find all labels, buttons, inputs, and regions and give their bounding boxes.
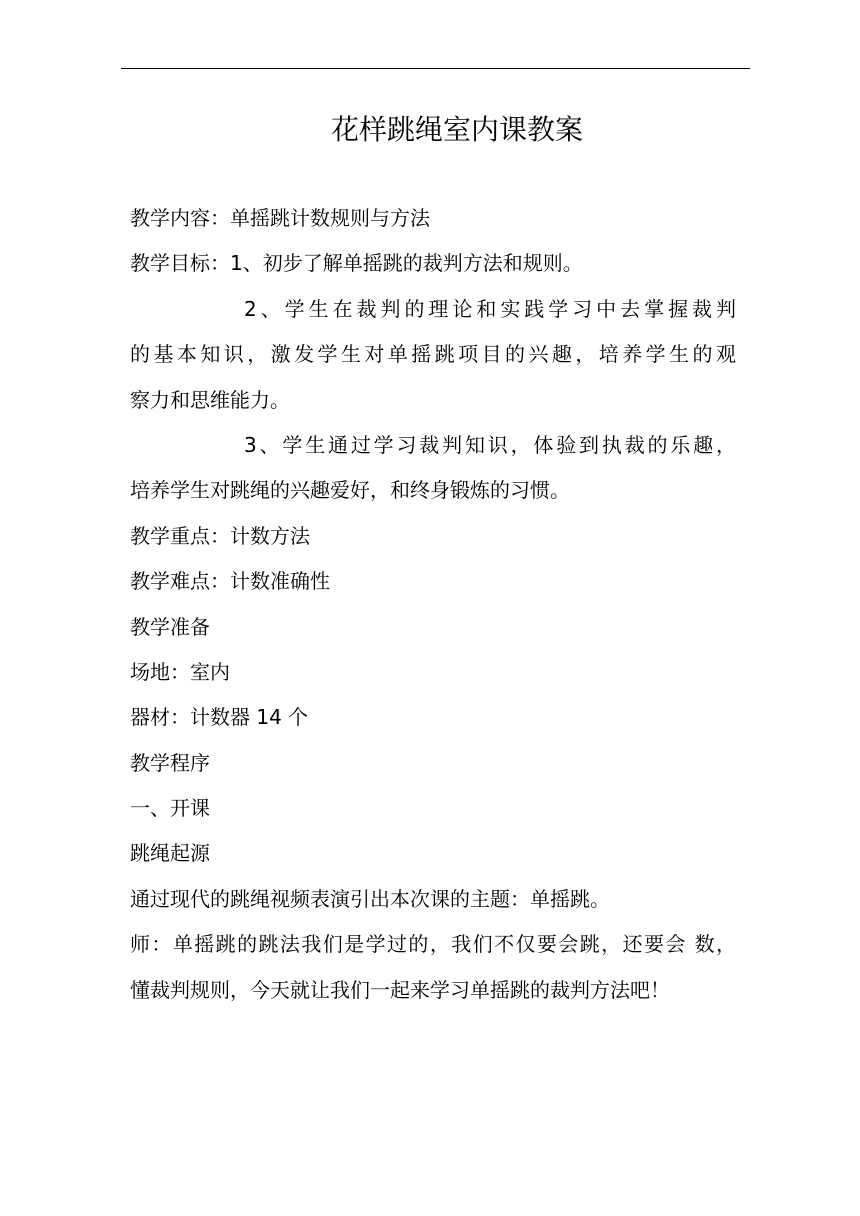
goal-2-line-1: 2、学生在裁判的理论和实践学习中去掌握裁判 [244,296,736,321]
teacher-line-2: 懂裁判规则，今天就让我们一起来学习单摇跳的裁判方法吧！ [130,977,670,1002]
document-title: 花样跳绳室内课教案 [330,113,583,146]
goal-2-line-2: 的基本知识，激发学生对单摇跳项目的兴趣，培养学生的观 [130,342,736,367]
document-body [130,196,736,1013]
rope-origin-line: 跳绳起源 [130,841,210,866]
teaching-goal-line: 教学目标：1、初步了解单摇跳的裁判方法和规则。 [130,251,583,276]
difficulty-line: 教学难点：计数准确性 [130,569,330,594]
goal-2-line-3: 察力和思维能力。 [130,387,290,412]
goal-3-line-2: 培养学生对跳绳的兴趣爱好，和终身锻炼的习惯。 [130,478,570,503]
goal-3-line-1: 3、学生通过学习裁判知识，体验到执裁的乐趣， [244,432,736,457]
teaching-content-line: 教学内容：单摇跳计数规则与方法 [130,206,430,230]
preparation-heading: 教学准备 [130,614,210,639]
header-rule [121,68,750,69]
key-point-line: 教学重点：计数方法 [130,523,310,548]
equipment-line: 器材：计数器 14 个 [130,705,309,730]
teacher-line-1: 师：单摇跳的跳法我们是学过的，我们不仅要会跳，还要会 数， [130,932,736,957]
section-opening-heading: 一、开课 [130,796,210,821]
procedure-heading: 教学程序 [130,750,210,775]
venue-line: 场地：室内 [130,659,230,684]
video-intro-line: 通过现代的跳绳视频表演引出本次课的主题：单摇跳。 [130,886,610,911]
